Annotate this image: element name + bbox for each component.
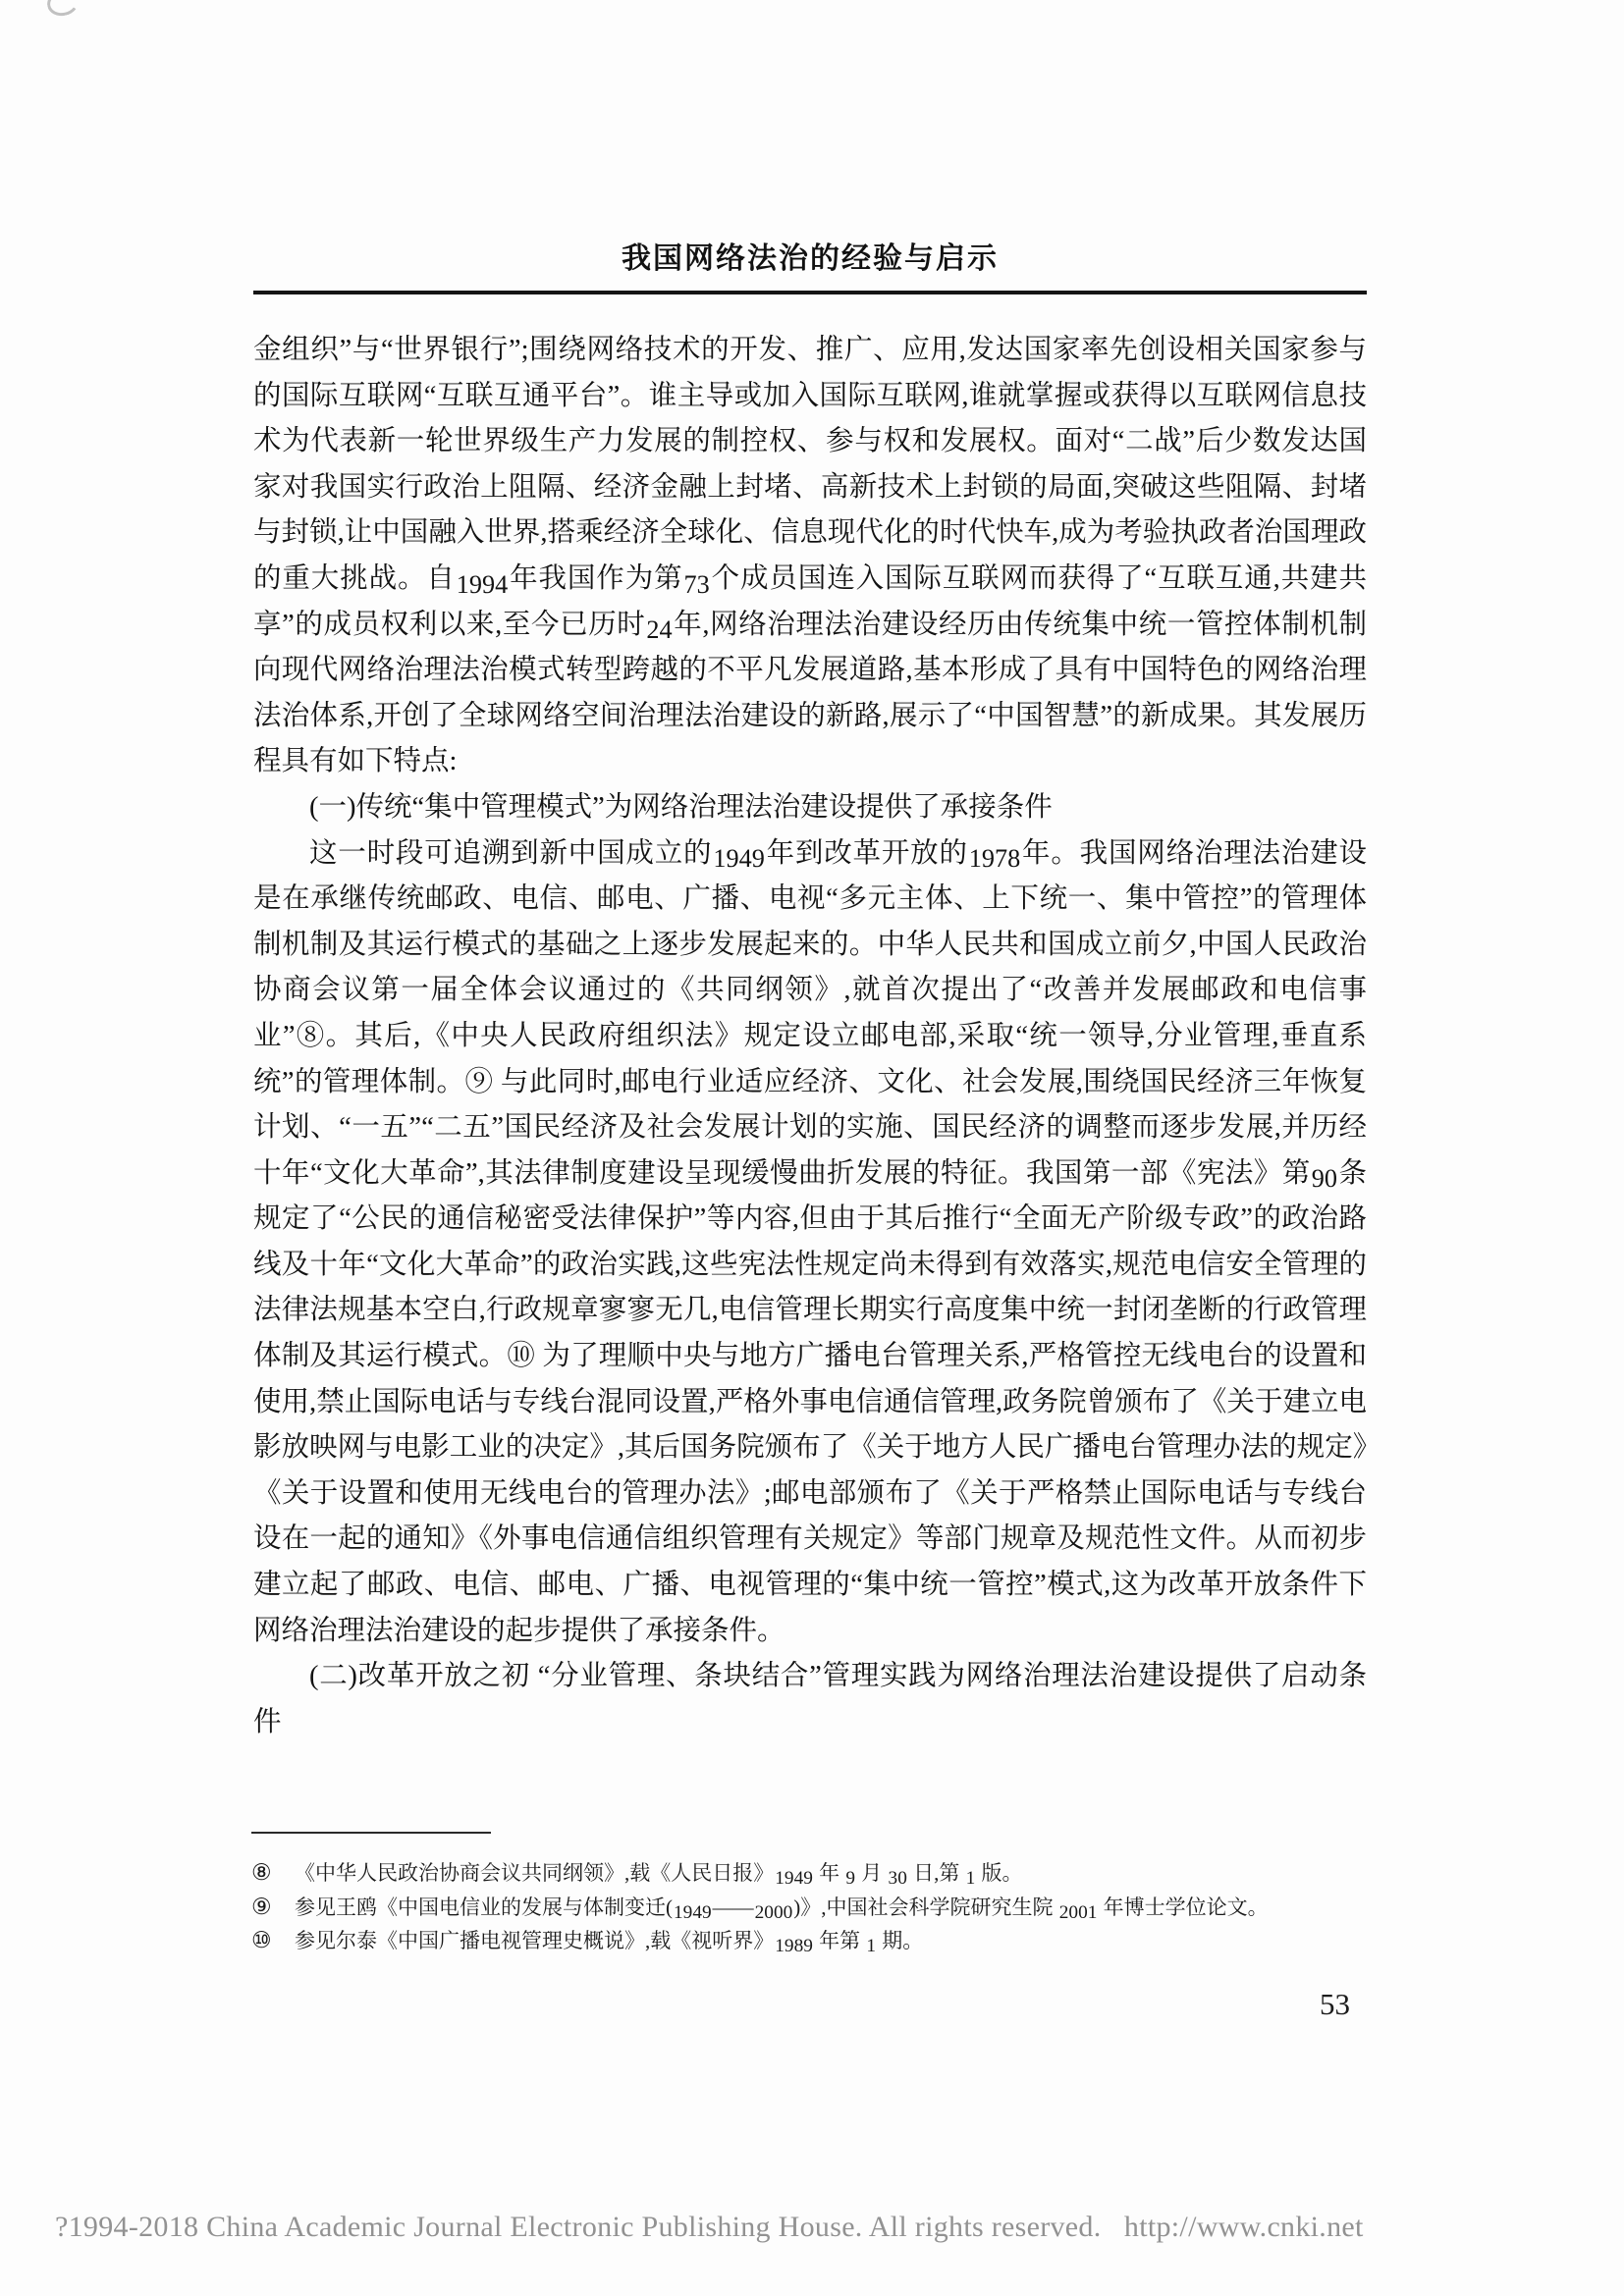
paragraph-section-1: 这一时段可追溯到新中国成立的1949年到改革开放的1978年。我国网络治理法治建设是在承继传统邮政、电信、邮电、广播、电视“多元主体、上下统一、集中管控”的管理体制机制及其运行模式的基础之上逐步发展起来的。中华人民共和国成立前夕,中国人民政治协商会议第一届全体会议通过的《共同纲领》,就首次提出了“改善并发展邮政和电信事业”⑧。其后,《中央人民政府组织法》规定设立邮电部,采取“统一领导,分业管理,垂直系统”的管理体制。⑨ 与此同时,邮电行业适应经济、文化、社会发展,围绕国民经济三年恢复计划、“一五”“二五”国民经济及社会发展计划的实施、国民经济的调整而逐步发展,并历经十年“文化大革命”,其法律制度建设呈现缓慢曲折发展的特征。我国第一部《宪法》第90条规定了“公民的通信秘密受法律保护”等内容,但由于其后推行“全面无产阶级专政”的政治路线及十年“文化大革命”的政治实践,这些宪法性规定尚未得到有效落实,规范电信安全管理的法律法规基本空白,行政规章寥寥无几,电信管理长期实行高度集中统一封闭垄断的行政管理体制及其运行模式。⑩ 为了理顺中央与地方广播电台管理关系,严格管控无线电台的设置和使用,禁止国际电话与专线台混同设置,严格外事电信通信管理,政务院曾颁布了《关于建立电影放映网与电影工业的决定》,其后国务院颁布了《关于地方人民广播电台管理办法的规定》《关于设置和使用无线电台的管理办法》;邮电部颁布了《关于严格禁止国际电话与专线台设在一起的通知》《外事电信通信组织管理有关规定》等部门规章及规范性文件。从而初步建立起了邮政、电信、邮电、广播、电视管理的“集中统一管控”模式,这为改革开放条件下网络治理法治建设的起步提供了承接条件。 bbox=[253, 837, 1367, 1646]
scan-artifact bbox=[45, 0, 81, 19]
footnote-item bbox=[251, 1857, 1489, 1892]
footnote-item bbox=[251, 1925, 1489, 1959]
paragraph-continuation: 金组织”与“世界银行”;围绕网络技术的开发、推广、应用,发达国家率先创设相关国家参与的国际互联网“互联互通平台”。谁主导或加入国际互联网,谁就掌握或获得以互联网信息技术为代表新一轮世界级生产力发展的制控权、参与权和发展权。面对“二战”后少数发达国家对我国实行政治上阻隔、经济金融上封堵、高新技术上封锁的局面,突破这些阻隔、封堵与封锁,让中国融入世界,搭乘经济全球化、信息现代化的时代快车,成为考验执政者治国理政的重大挑战。自1994年我国作为第73个成员国连入国际互联网而获得了“互联互通,共建共享”的成员权利以来,至今已历时24年,网络治理法治建设经历由传统集中统一管控体制机制向现代网络治理法治模式转型跨越的不平凡发展道路,基本形成了具有中国特色的网络治理法治体系,开创了全球网络空间治理法治建设的新路,展示了“中国智慧”的新成果。其发展历程具有如下特点: bbox=[253, 335, 1367, 777]
footnote-text: 《中华人民政治协商会议共同纲领》,载《人民日报》1949 年 9 月 30 日,第 1 版。 bbox=[295, 1861, 1023, 1890]
page-header-title: 我国网络法治的经验与启示 bbox=[622, 242, 999, 275]
footnote-divider bbox=[251, 1832, 491, 1834]
footnote-text: 参见尔泰《中国广播电视管理史概说》,载《视听界》1989 年第 1 期。 bbox=[295, 1929, 924, 1957]
footnote-marker: ⑧ bbox=[251, 1860, 272, 1885]
section-heading-1: (一)传统“集中管理模式”为网络治理法治建设提供了承接条件 bbox=[309, 791, 1053, 823]
footnote-marker: ⑨ bbox=[251, 1894, 272, 1919]
copyright-watermark: ?1994-2018 China Academic Journal Electronic Publishing House. All rights reserved. http://www.cnki.net bbox=[55, 2211, 1364, 2243]
footnote-item bbox=[251, 1892, 1489, 1926]
page-number: 53 bbox=[1320, 1987, 1350, 2021]
section-heading-2: (二)改革开放之初 “分业管理、条块结合”管理实践为网络治理法治建设提供了启动条件 bbox=[253, 1661, 1367, 1737]
footnote-text: 参见王鸥《中国电信业的发展与体制变迁(1949——2000)》,中国社会科学院研究生院 2001 年博士学位论文。 bbox=[295, 1895, 1269, 1923]
header-rule bbox=[253, 291, 1367, 294]
article-body bbox=[253, 328, 1367, 1745]
footnotes bbox=[251, 1857, 1489, 1959]
footnote-marker: ⑩ bbox=[251, 1928, 272, 1952]
